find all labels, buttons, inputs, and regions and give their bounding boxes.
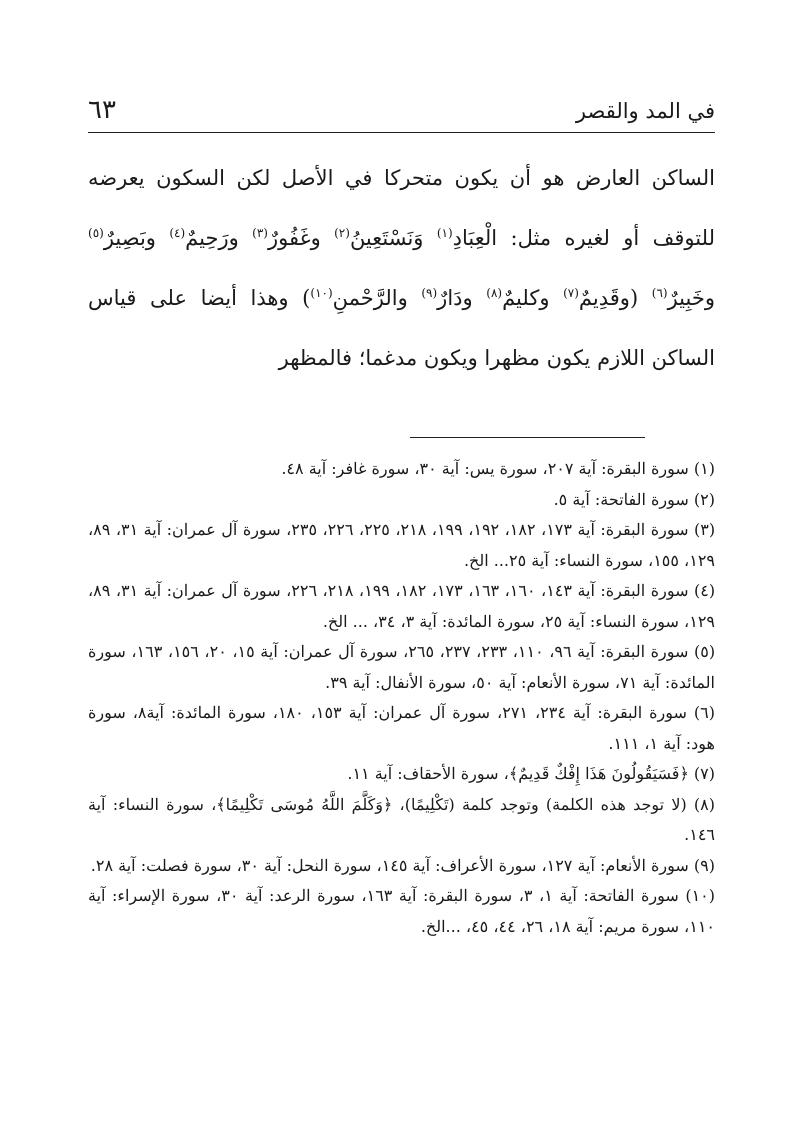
footnote-3: (٣) سورة البقرة: آية ١٧٣، ١٨٢، ١٩٢، ١٩٩، ٢١٨، ٢٢٥، ٢٢٦، ٢٣٥، سورة آل عمران: آية ٣١، ٨٩، ١٢٩، ١٥٥، سورة النساء: آية ٢٥... الخ. — [88, 520, 716, 570]
footnote-8: (٨) (لا توجد هذه الكلمة) وتوجد كلمة (تَكْلِيمًا)، ﴿وَكَلَّمَ اللَّهُ مُوسَى تَكْلِيمًا﴾، سورة النساء: آية ١٤٦. — [88, 794, 715, 844]
footnote-marker-6: (٦) — [651, 286, 668, 300]
example-word-5: وبَصِيرٌ — [103, 226, 156, 250]
footnote-6: (٦) سورة البقرة: آية ٢٣٤، ٢٧١، سورة آل عمران: آية ١٥٣، ١٨٠، سورة المائدة: آية٨، سورة هود: آية ١، ١١١. — [88, 703, 716, 753]
footnotes — [88, 454, 715, 942]
footnote-marker-1: (١) — [436, 226, 453, 240]
page-number: ٦٣ — [88, 95, 116, 125]
main-text — [88, 148, 715, 388]
footnote-separator — [410, 437, 645, 438]
example-word-10: والرَّحْمنِ — [332, 286, 408, 310]
example-word-8: وكليمٌ — [502, 286, 550, 310]
main-text-opening: الساكن العارض هو أن يكون متحركا في الأصل لكن السكون يعرضه للتوقف أو لغيره مثل: الْعِبَادِ — [88, 166, 715, 250]
running-title: في المد والقصر — [575, 99, 715, 123]
main-text-continuation: ) وهذا أيضا على قياس الساكن اللازم يكون مظهرا ويكون مدغما؛ فالمظهر — [88, 286, 715, 370]
main-paragraph — [88, 148, 715, 388]
footnote-7: (٧) ﴿فَسَيَقُولُونَ هَذَا إِفْكٌ قَدِيمٌ﴾، سورة الأحقاف: آية ١١. — [347, 764, 715, 783]
footnote-2: (٢) سورة الفاتحة: آية ٥. — [553, 489, 715, 509]
footnote-5: (٥) سورة البقرة: آية ٩٦، ١١٠، ٢٣٣، ٢٣٧، ٢٦٥، سورة آل عمران: آية ١٥، ٢٠، ١٥٦، ١٦٣، سورة المائدة: آية ٧١، سورة الأنعام: آية ٥٠، سورة الأنفال: آية ٣٩. — [88, 642, 716, 692]
footnote-marker-10: (١٠) — [310, 286, 333, 300]
example-word-9: ودَارٌ — [437, 286, 473, 310]
footnote-marker-3: (٣) — [252, 226, 268, 240]
footnote-marker-2: (٢) — [334, 226, 350, 240]
footnote-1: (١) سورة البقرة: آية ٢٠٧، سورة يس: آية ٣٠، سورة غافر: آية ٤٨. — [281, 459, 715, 478]
page-header — [88, 92, 715, 133]
example-word-3: وغَفُورٌ — [267, 226, 321, 250]
footnote-9: (٩) سورة الأنعام: آية ١٢٧، سورة الأعراف: آية ١٤٥، سورة النحل: آية ٣٠، سورة فصلت: آية ٢٨. — [90, 855, 715, 875]
footnote-marker-9: (٩) — [421, 286, 438, 300]
footnote-marker-5: (٥) — [88, 226, 104, 240]
example-word-2: وَنَسْتَعِينُ — [349, 226, 424, 250]
example-word-4: ورَحِيمٌ — [185, 226, 239, 250]
footnote-marker-8: (٨) — [486, 286, 503, 300]
footnote-4: (٤) سورة البقرة: آية ١٤٣، ١٦٠، ١٦٣، ١٧٣، ١٨٢، ١٩٩، ٢١٨، ٢٢٦، سورة آل عمران: آية ٣١، ٨٩، ١٢٩، سورة النساء: آية ٢٥، سورة المائدة: آية ٣، ٣٤، ... الخ. — [88, 581, 716, 631]
example-word-6: وخَبِيرٌ — [667, 286, 715, 310]
example-word-7: (وقَدِيمٌ — [578, 286, 639, 310]
footnote-marker-4: (٤) — [169, 226, 186, 240]
footnote-10: (١٠) سورة الفاتحة: آية ١، ٣، سورة البقرة: آية ١٦٣، سورة الرعد: آية ٣٠، سورة الإسراء: آية ١١٠، سورة مريم: آية ١٨، ٢٦، ٤٤، ٤٥، ...الخ. — [88, 886, 716, 936]
footnote-marker-7: (٧) — [563, 286, 579, 300]
